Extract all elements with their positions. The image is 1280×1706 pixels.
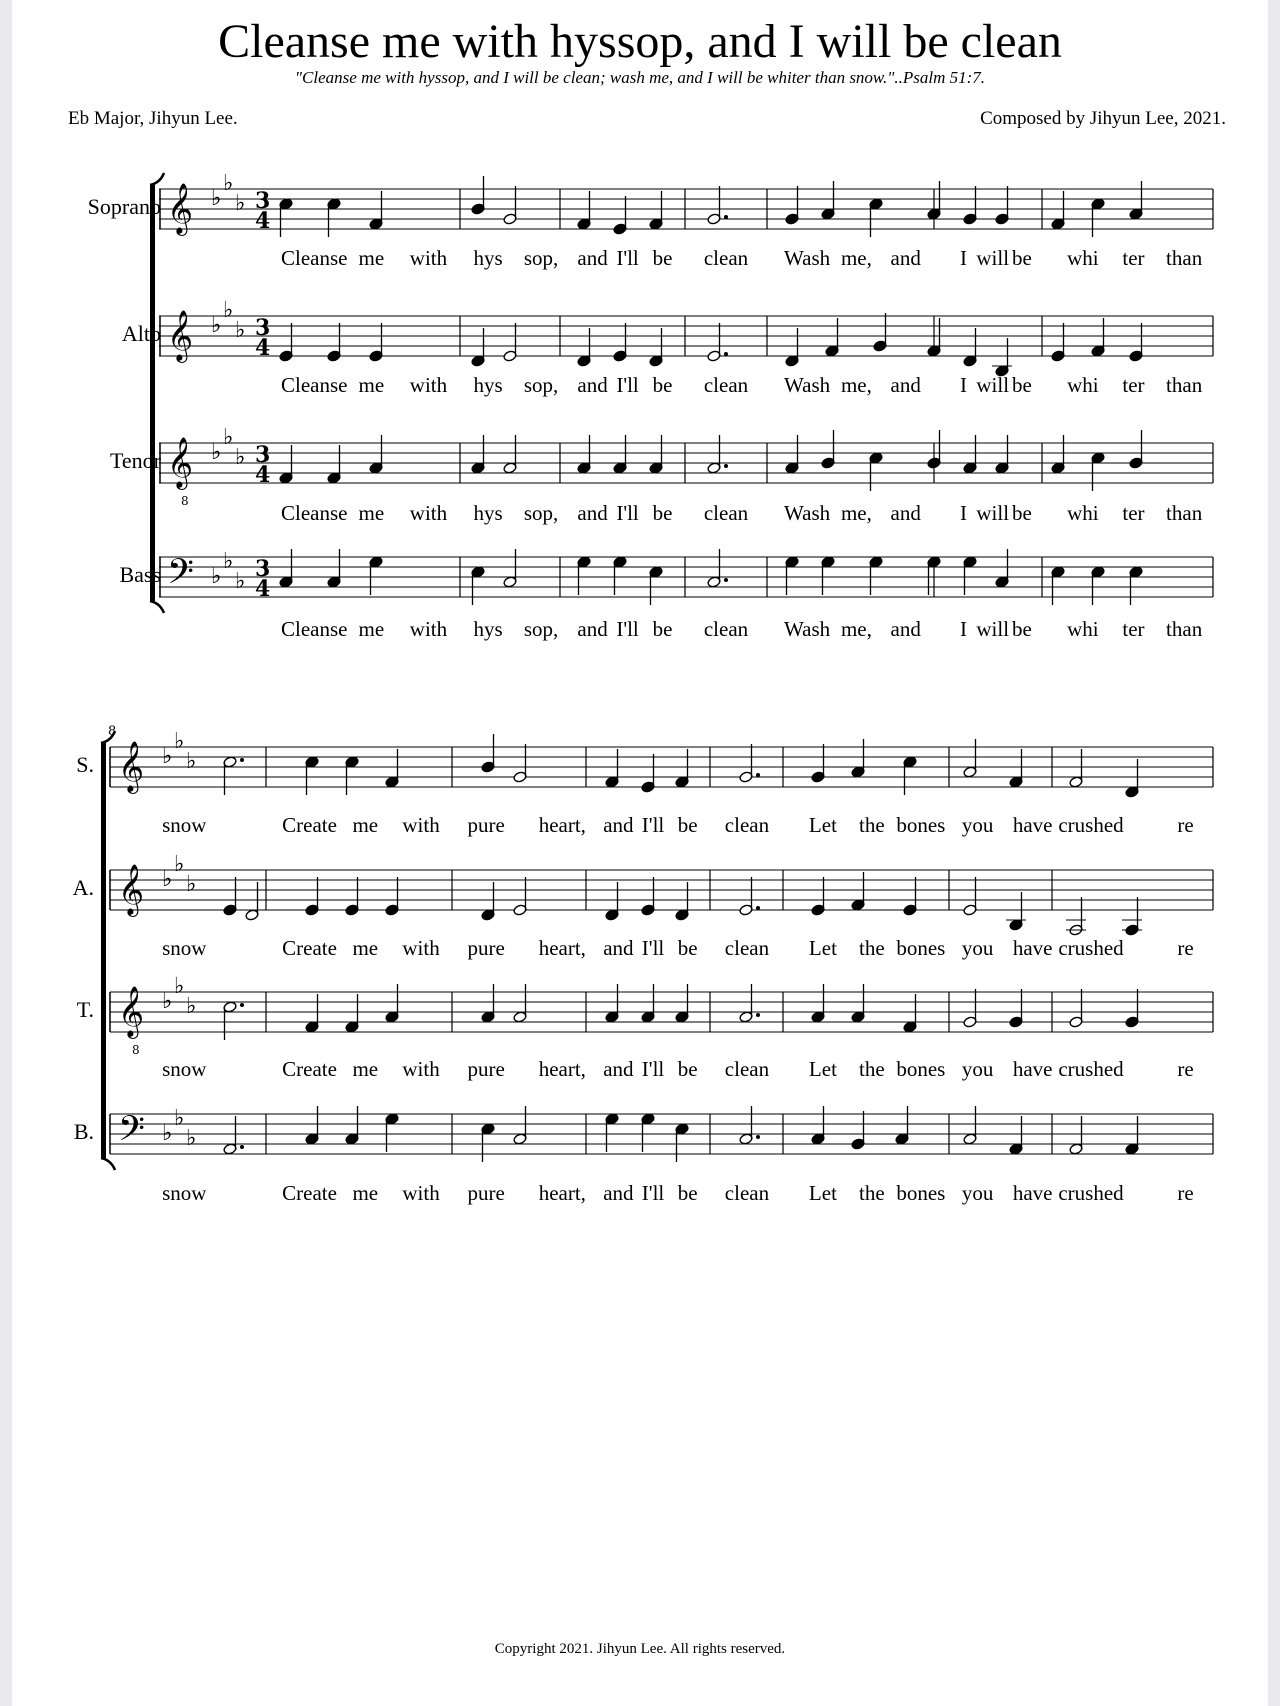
flat-icon: ♭ bbox=[174, 729, 185, 754]
system-bracket bbox=[150, 185, 155, 601]
augmentation-dot bbox=[724, 464, 728, 468]
lyric-syllable: the bbox=[859, 813, 885, 837]
lyric-syllable: re bbox=[1177, 813, 1194, 837]
lyric-syllable: with bbox=[402, 936, 440, 960]
bracket-hook-bottom bbox=[150, 601, 164, 613]
flat-icon: ♭ bbox=[162, 867, 173, 892]
lyric-syllable: heart, bbox=[538, 1181, 586, 1205]
augmentation-dot bbox=[756, 773, 760, 777]
lyric-syllable: the bbox=[859, 1057, 885, 1081]
lyric-syllable: clean bbox=[724, 1181, 770, 1205]
flat-icon: ♭ bbox=[174, 974, 185, 999]
lyric-syllable: bones bbox=[896, 1181, 946, 1205]
lyric-syllable: Wash bbox=[784, 501, 831, 525]
flat-icon: ♭ bbox=[211, 186, 222, 211]
lyric-syllable: and bbox=[577, 373, 608, 397]
time-signature-top: 3 bbox=[255, 188, 271, 214]
lyric-syllable: will bbox=[976, 501, 1010, 525]
lyric-syllable: have bbox=[1012, 813, 1053, 837]
flat-icon: ♭ bbox=[174, 852, 185, 877]
flat-icon: ♭ bbox=[162, 1121, 173, 1146]
lyric-syllable: Let bbox=[808, 1181, 837, 1205]
composer-credit: Composed by Jihyun Lee, 2021. bbox=[980, 108, 1226, 129]
lyric-syllable: hys bbox=[473, 373, 503, 397]
lyric-syllable: ter bbox=[1122, 373, 1145, 397]
lyric-syllable: me bbox=[352, 1057, 379, 1081]
flat-icon: ♭ bbox=[223, 425, 234, 450]
treble-clef-icon: 𝄞 bbox=[118, 986, 145, 1037]
lyric-syllable: I bbox=[959, 617, 967, 641]
flat-icon: ♭ bbox=[235, 191, 246, 216]
lyric-syllable: hys bbox=[473, 246, 503, 270]
lyric-syllable: the bbox=[859, 1181, 885, 1205]
flat-icon: ♭ bbox=[162, 744, 173, 769]
flat-icon: ♭ bbox=[223, 298, 234, 323]
system-bracket bbox=[101, 743, 106, 1158]
lyric-syllable: and bbox=[890, 501, 921, 525]
lyric-syllable: Cleanse bbox=[280, 373, 348, 397]
lyric-syllable: whi bbox=[1067, 246, 1099, 270]
lyric-syllable: Let bbox=[808, 813, 837, 837]
augmentation-dot bbox=[724, 352, 728, 356]
lyric-syllable: be bbox=[652, 501, 673, 525]
flat-icon: ♭ bbox=[223, 171, 234, 196]
part-name: B. bbox=[73, 1119, 94, 1144]
time-signature-bottom: 4 bbox=[255, 462, 271, 488]
lyric-syllable: crushed bbox=[1058, 1057, 1124, 1081]
augmentation-dot bbox=[756, 906, 760, 910]
lyric-syllable: sop, bbox=[523, 373, 559, 397]
lyric-syllable: me bbox=[352, 936, 379, 960]
lyric-syllable: Create bbox=[282, 813, 337, 837]
lyric-syllable: crushed bbox=[1058, 936, 1124, 960]
lyric-syllable: I bbox=[959, 246, 967, 270]
score-title: Cleanse me with hyssop, and I will be clean bbox=[218, 15, 1062, 68]
lyric-syllable: Let bbox=[808, 1057, 837, 1081]
part-name: Bass bbox=[119, 562, 161, 587]
lyric-syllable: whi bbox=[1067, 617, 1099, 641]
lyric-syllable: I'll bbox=[641, 1057, 665, 1081]
lyric-syllable: Create bbox=[282, 1057, 337, 1081]
lyric-syllable: and bbox=[603, 1181, 634, 1205]
lyric-syllable: and bbox=[890, 373, 921, 397]
lyric-syllable: me, bbox=[840, 617, 872, 641]
lyric-syllable: be bbox=[652, 617, 673, 641]
time-signature-bottom: 4 bbox=[255, 335, 271, 361]
lyric-syllable: snow bbox=[162, 1181, 207, 1205]
time-signature-top: 3 bbox=[255, 315, 271, 341]
lyric-syllable: snow bbox=[162, 1057, 207, 1081]
lyric-syllable: and bbox=[577, 617, 608, 641]
lyric-syllable: I'll bbox=[641, 813, 665, 837]
bracket-hook-top bbox=[150, 173, 164, 185]
augmentation-dot bbox=[240, 758, 244, 762]
lyric-syllable: than bbox=[1166, 246, 1203, 270]
lyric-syllable: be bbox=[677, 1181, 698, 1205]
lyric-syllable: Let bbox=[808, 936, 837, 960]
lyric-syllable: be bbox=[1012, 246, 1032, 270]
lyric-syllable: pure bbox=[467, 813, 505, 837]
lyric-syllable: ter bbox=[1122, 617, 1145, 641]
treble-clef-icon: 𝄞 bbox=[167, 437, 194, 488]
lyric-syllable: with bbox=[409, 501, 448, 525]
part-name: Soprano bbox=[87, 194, 161, 219]
lyric-syllable: I'll bbox=[616, 617, 639, 641]
treble-clef-icon: 𝄞 bbox=[118, 864, 145, 915]
lyric-syllable: bones bbox=[896, 1057, 946, 1081]
measure-number: 8 bbox=[108, 724, 117, 739]
lyric-syllable: snow bbox=[162, 813, 207, 837]
lyric-syllable: and bbox=[603, 1057, 634, 1081]
flat-icon: ♭ bbox=[186, 994, 197, 1019]
lyric-syllable: heart, bbox=[538, 813, 586, 837]
lyric-syllable: me bbox=[358, 373, 385, 397]
lyric-syllable: hys bbox=[473, 501, 503, 525]
lyric-syllable: clean bbox=[703, 617, 749, 641]
lyric-syllable: be bbox=[1012, 617, 1032, 641]
lyric-syllable: clean bbox=[703, 501, 749, 525]
flat-icon: ♭ bbox=[211, 440, 222, 465]
lyric-syllable: clean bbox=[724, 813, 770, 837]
lyric-syllable: you bbox=[961, 1181, 994, 1205]
bass-clef-icon: 𝄢 bbox=[167, 551, 195, 600]
lyric-syllable: I bbox=[959, 373, 967, 397]
lyric-syllable: hys bbox=[473, 617, 503, 641]
lyric-syllable: have bbox=[1012, 936, 1053, 960]
lyric-syllable: and bbox=[603, 936, 634, 960]
lyric-syllable: me, bbox=[840, 501, 872, 525]
flat-icon: ♭ bbox=[235, 318, 246, 343]
bass-clef-icon: 𝄢 bbox=[118, 1108, 146, 1157]
lyric-syllable: me bbox=[358, 617, 385, 641]
lyric-syllable: pure bbox=[467, 936, 505, 960]
augmentation-dot bbox=[240, 1145, 244, 1149]
lyric-syllable: Cleanse bbox=[280, 501, 348, 525]
lyric-syllable: will bbox=[976, 246, 1010, 270]
lyric-syllable: pure bbox=[467, 1057, 505, 1081]
lyric-syllable: Wash bbox=[784, 373, 831, 397]
part-name: S. bbox=[76, 752, 94, 777]
lyric-syllable: be bbox=[677, 813, 698, 837]
lyric-syllable: crushed bbox=[1058, 813, 1124, 837]
treble-clef-icon: 𝄞 bbox=[167, 183, 194, 234]
augmentation-dot bbox=[724, 215, 728, 219]
lyric-syllable: you bbox=[961, 813, 994, 837]
lyric-syllable: clean bbox=[703, 246, 749, 270]
lyric-syllable: will bbox=[976, 617, 1010, 641]
time-signature-top: 3 bbox=[255, 442, 271, 468]
lyric-syllable: have bbox=[1012, 1181, 1053, 1205]
lyric-syllable: re bbox=[1177, 1057, 1194, 1081]
lyric-syllable: and bbox=[890, 617, 921, 641]
lyric-syllable: ter bbox=[1122, 246, 1145, 270]
lyric-syllable: pure bbox=[467, 1181, 505, 1205]
lyric-syllable: than bbox=[1166, 373, 1203, 397]
lyric-syllable: I'll bbox=[641, 1181, 665, 1205]
lyric-syllable: the bbox=[859, 936, 885, 960]
lyric-syllable: I'll bbox=[616, 373, 639, 397]
part-name: Alto bbox=[121, 321, 161, 346]
lyric-syllable: with bbox=[402, 813, 440, 837]
score-subtitle: "Cleanse me with hyssop, and I will be clean; wash me, and I will be whiter than snow."..Psalm 51:7. bbox=[294, 68, 986, 87]
lyric-syllable: with bbox=[402, 1057, 440, 1081]
flat-icon: ♭ bbox=[186, 872, 197, 897]
lyric-syllable: be bbox=[1012, 373, 1032, 397]
flat-icon: ♭ bbox=[186, 1126, 197, 1151]
lyric-syllable: than bbox=[1166, 501, 1203, 525]
part-name: Tenor bbox=[110, 448, 161, 473]
lyric-syllable: Create bbox=[282, 936, 337, 960]
treble-clef-icon: 𝄞 bbox=[118, 741, 145, 792]
part-name: T. bbox=[76, 997, 94, 1022]
score-page bbox=[12, 0, 1268, 1706]
lyric-syllable: with bbox=[402, 1181, 440, 1205]
flat-icon: ♭ bbox=[174, 1106, 185, 1131]
lyric-syllable: snow bbox=[162, 936, 207, 960]
lyric-syllable: bones bbox=[896, 936, 946, 960]
key-info: Eb Major, Jihyun Lee. bbox=[68, 108, 238, 129]
lyric-syllable: be bbox=[677, 936, 698, 960]
augmentation-dot bbox=[240, 1003, 244, 1007]
lyric-syllable: have bbox=[1012, 1057, 1053, 1081]
lyric-syllable: be bbox=[652, 246, 673, 270]
lyric-syllable: heart, bbox=[538, 936, 586, 960]
lyric-syllable: you bbox=[961, 936, 994, 960]
lyric-syllable: I'll bbox=[616, 501, 639, 525]
lyric-syllable: Create bbox=[282, 1181, 337, 1205]
lyric-syllable: me, bbox=[840, 246, 872, 270]
time-signature-bottom: 4 bbox=[255, 576, 271, 602]
lyric-syllable: me bbox=[358, 501, 385, 525]
time-signature-top: 3 bbox=[255, 556, 271, 582]
lyric-syllable: clean bbox=[703, 373, 749, 397]
lyric-syllable: re bbox=[1177, 1181, 1194, 1205]
lyric-syllable: be bbox=[677, 1057, 698, 1081]
lyric-syllable: bones bbox=[896, 813, 946, 837]
lyric-syllable: me bbox=[358, 246, 385, 270]
lyric-syllable: me bbox=[352, 1181, 379, 1205]
flat-icon: ♭ bbox=[235, 445, 246, 470]
lyric-syllable: me bbox=[352, 813, 379, 837]
octave-marker: 8 bbox=[181, 494, 189, 508]
flat-icon: ♭ bbox=[235, 569, 246, 594]
lyric-syllable: will bbox=[976, 373, 1010, 397]
lyric-syllable: Cleanse bbox=[280, 246, 348, 270]
lyric-syllable: I'll bbox=[641, 936, 665, 960]
augmentation-dot bbox=[756, 1013, 760, 1017]
lyric-syllable: be bbox=[652, 373, 673, 397]
lyric-syllable: me, bbox=[840, 373, 872, 397]
part-name: A. bbox=[72, 875, 94, 900]
lyric-syllable: and bbox=[890, 246, 921, 270]
flat-icon: ♭ bbox=[186, 749, 197, 774]
lyric-syllable: Wash bbox=[784, 246, 831, 270]
flat-icon: ♭ bbox=[223, 549, 234, 574]
lyric-syllable: sop, bbox=[523, 246, 559, 270]
lyric-syllable: and bbox=[577, 501, 608, 525]
lyric-syllable: I'll bbox=[616, 246, 639, 270]
flat-icon: ♭ bbox=[162, 989, 173, 1014]
time-signature-bottom: 4 bbox=[255, 208, 271, 234]
lyric-syllable: and bbox=[577, 246, 608, 270]
lyric-syllable: Wash bbox=[784, 617, 831, 641]
lyric-syllable: with bbox=[409, 617, 448, 641]
octave-marker: 8 bbox=[132, 1043, 140, 1057]
lyric-syllable: sop, bbox=[523, 617, 559, 641]
lyric-syllable: you bbox=[961, 1057, 994, 1081]
lyric-syllable: I bbox=[959, 501, 967, 525]
lyric-syllable: than bbox=[1166, 617, 1203, 641]
augmentation-dot bbox=[756, 1135, 760, 1139]
lyric-syllable: with bbox=[409, 373, 448, 397]
lyric-syllable: heart, bbox=[538, 1057, 586, 1081]
lyric-syllable: Cleanse bbox=[280, 617, 348, 641]
lyric-syllable: sop, bbox=[523, 501, 559, 525]
lyric-syllable: ter bbox=[1122, 501, 1145, 525]
lyric-syllable: whi bbox=[1067, 501, 1099, 525]
treble-clef-icon: 𝄞 bbox=[167, 310, 194, 361]
lyric-syllable: re bbox=[1177, 936, 1194, 960]
flat-icon: ♭ bbox=[211, 564, 222, 589]
flat-icon: ♭ bbox=[211, 313, 222, 338]
lyric-syllable: whi bbox=[1067, 373, 1099, 397]
lyric-syllable: clean bbox=[724, 936, 770, 960]
lyric-syllable: with bbox=[409, 246, 448, 270]
bracket-hook-bottom bbox=[101, 1158, 115, 1170]
augmentation-dot bbox=[724, 578, 728, 582]
copyright-notice: Copyright 2021. Jihyun Lee. All rights reserved. bbox=[494, 1641, 786, 1657]
lyric-syllable: and bbox=[603, 813, 634, 837]
lyric-syllable: crushed bbox=[1058, 1181, 1124, 1205]
lyric-syllable: clean bbox=[724, 1057, 770, 1081]
lyric-syllable: be bbox=[1012, 501, 1032, 525]
